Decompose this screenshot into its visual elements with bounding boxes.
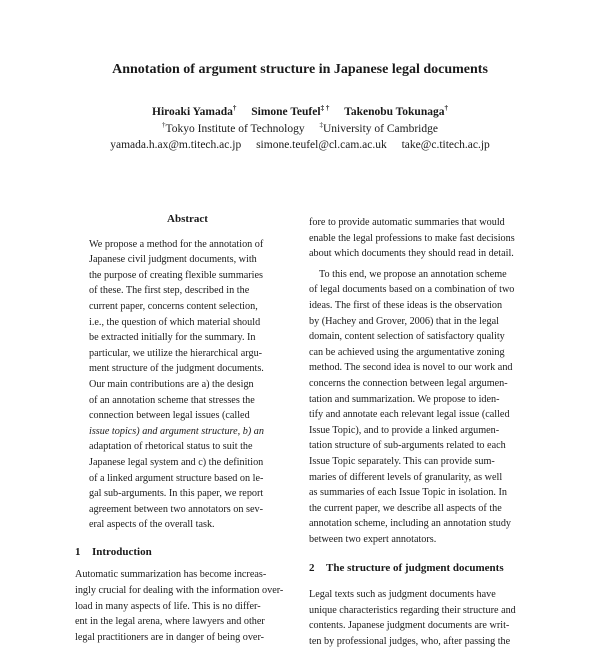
- body-line: tation and summarization. We propose to iden-: [309, 393, 500, 405]
- section-title: The structure of judgment documents: [326, 562, 504, 575]
- author-name: Hiroaki Yamada: [152, 106, 233, 118]
- author-name: Takenobu Tokunaga: [344, 106, 445, 118]
- abstract-line: agreement between two annotators on sev-: [89, 503, 263, 515]
- abstract-body: [89, 237, 287, 533]
- body-line: method. The second idea is novel to our work and: [309, 362, 513, 374]
- body-line: about which documents they should read in detail.: [309, 248, 514, 260]
- abstract-line: of these. The first step, described in the: [89, 285, 250, 297]
- body-line: enable the legal professions to make fast decisions: [309, 232, 515, 244]
- affiliation-mark: †: [162, 121, 166, 130]
- structure-body: [309, 587, 534, 649]
- abstract-line: adaptation of rhetorical status to suit the: [89, 441, 253, 453]
- body-line: ingly crucial for dealing with the information over-: [75, 585, 284, 597]
- abstract-line: current paper, concerns content selection,: [89, 300, 258, 312]
- section-number: 2: [309, 562, 315, 575]
- section-title: Introduction: [92, 545, 152, 558]
- section-heading-structure: [309, 561, 534, 577]
- body-line: the current paper, we describe all aspects of the: [309, 502, 502, 514]
- abstract-line: particular, we utilize the hierarchical argu-: [89, 347, 263, 359]
- body-line: by (Hachey and Grover, 2006) that in the legal: [309, 315, 499, 327]
- body-line: load in many aspects of life. This is no differ-: [75, 600, 261, 612]
- body-line: Issue Topic separately. This can provide sum-: [309, 455, 495, 467]
- right-column: [309, 215, 534, 649]
- author-email: simone.teufel@cl.cam.ac.uk: [256, 139, 387, 151]
- paragraph: [309, 267, 534, 548]
- paper-title: Annotation of argument structure in Japanese legal documents: [112, 62, 488, 77]
- author-mark: †: [444, 104, 448, 113]
- abstract-line: of a linked argument structure based on le-: [89, 472, 264, 484]
- abstract-line: Japanese civil judgment documents, with: [89, 254, 257, 266]
- author-mark: ‡ †: [320, 104, 330, 113]
- body-line: ten by professional judges, who, after passing the: [309, 635, 511, 647]
- affiliation-mark: ‡: [319, 121, 323, 130]
- abstract-line: i.e., the question of which material should: [89, 316, 261, 328]
- abstract-line: be extracted initially for the summary. In: [89, 332, 256, 344]
- body-line: between two expert annotators.: [309, 533, 437, 545]
- author-name: Simone Teufel: [251, 106, 321, 118]
- body-line: contents. Japanese judgment documents are writ-: [309, 620, 510, 632]
- body-line: domain, content selection of satisfactory quality: [309, 331, 505, 343]
- body-line: tation structure of sub-arguments related to each: [309, 440, 506, 452]
- paragraph-continued: [309, 215, 534, 262]
- author: [344, 106, 448, 118]
- body-line: concerns the connection between legal argumen-: [309, 377, 508, 389]
- affiliation-name: Tokyo Institute of Technology: [165, 123, 305, 135]
- author: [251, 106, 329, 118]
- body-line: annotation scheme, including an annotation study: [309, 518, 512, 530]
- body-line: legal practitioners are in danger of being over-: [75, 631, 265, 643]
- author-mark: †: [232, 104, 237, 113]
- abstract-line: connection between legal issues (called: [89, 410, 250, 422]
- body-line: tify and annotate each relevant legal issue (called: [309, 409, 510, 421]
- body-line: of legal documents based on a combination of two: [309, 284, 515, 296]
- author-email: take@c.titech.ac.jp: [401, 139, 490, 151]
- affiliation: [319, 123, 437, 135]
- abstract-line: ment structure of the judgment documents.: [89, 363, 264, 375]
- introduction-body: [75, 567, 300, 645]
- body-line: as summaries of each Issue Topic in isolation. In: [309, 487, 507, 499]
- abstract-line: Our main contributions are a) the design: [89, 378, 254, 390]
- left-column: [75, 212, 300, 645]
- body-line: maries of different levels of granularity, as well: [309, 471, 503, 483]
- section-number: 1: [75, 545, 81, 558]
- abstract-line: of an annotation scheme that stresses the: [89, 394, 255, 406]
- body-line: ent in the legal arena, where lawyers and other: [75, 616, 265, 628]
- affiliation: [162, 123, 305, 135]
- email-list: [0, 139, 600, 151]
- abstract-line: the purpose of creating flexible summaries: [89, 269, 263, 281]
- abstract-heading: Abstract: [167, 213, 208, 225]
- abstract-line: gal sub-arguments. In this paper, we report: [89, 488, 264, 500]
- author-list: [0, 106, 600, 118]
- body-line: Automatic summarization has become increas-: [75, 569, 267, 581]
- abstract-line: Japanese legal system and c) the definition: [89, 456, 264, 468]
- body-line: Issue Topic), and to provide a linked argumen-: [309, 424, 500, 436]
- body-line: To this end, we propose an annotation scheme: [319, 268, 507, 280]
- author: [152, 106, 236, 118]
- affiliation-list: [0, 123, 600, 135]
- abstract-line: issue topics) and argument structure, b) an: [89, 425, 264, 437]
- body-line: Legal texts such as judgment documents have: [309, 589, 496, 601]
- section-heading-introduction: [75, 545, 300, 561]
- abstract-line: We propose a method for the annotation of: [89, 238, 264, 250]
- body-line: can be achieved using the argumentative zoning: [309, 346, 505, 358]
- body-line: fore to provide automatic summaries that would: [309, 217, 505, 228]
- affiliation-name: University of Cambridge: [322, 123, 438, 135]
- author-email: yamada.h.ax@m.titech.ac.jp: [110, 139, 242, 151]
- body-line: unique characteristics regarding their structure and: [309, 604, 516, 616]
- body-line: ideas. The first of these ideas is the observation: [309, 299, 503, 311]
- abstract-line: eral aspects of the overall task.: [89, 519, 215, 531]
